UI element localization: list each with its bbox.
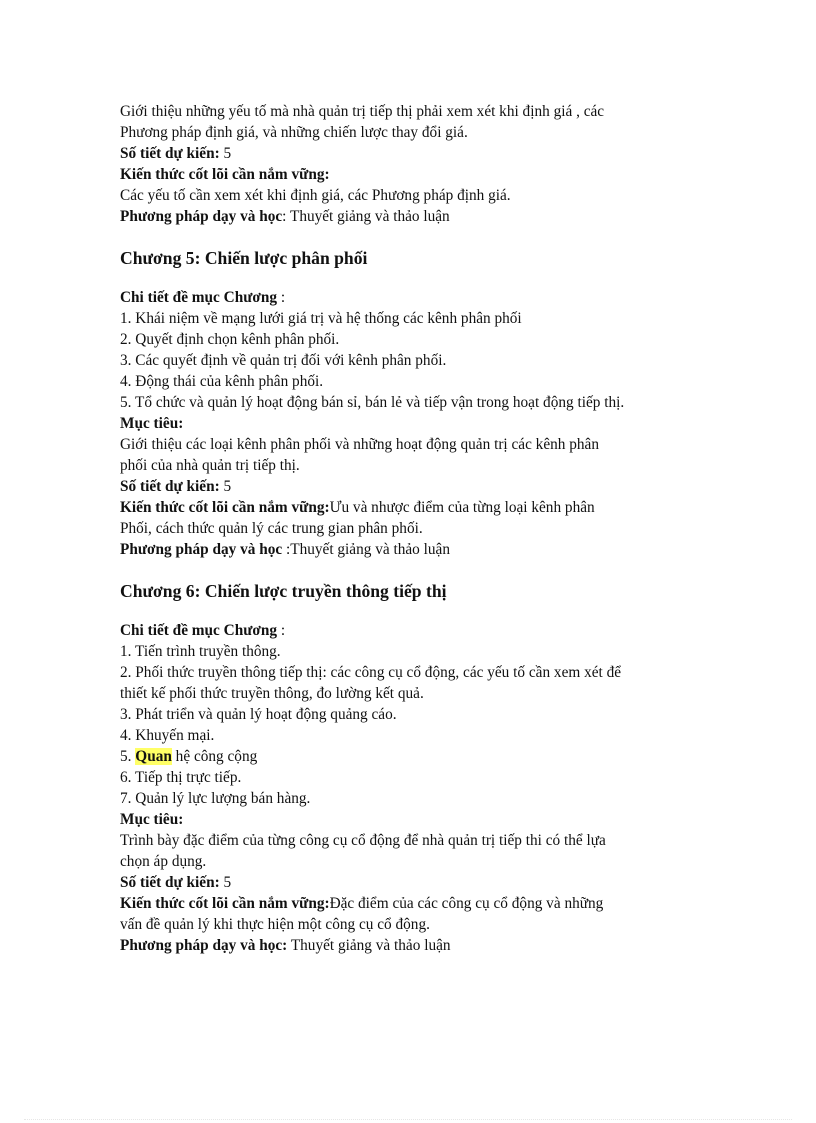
core-knowledge-row <box>120 497 720 518</box>
chapter-4-section <box>120 101 720 227</box>
chapter-5-title: Chương 5: Chiến lược phân phối <box>120 248 368 268</box>
method-label: Phương pháp dạy và học <box>120 208 283 225</box>
hours-value: 5 <box>219 478 232 495</box>
core-knowledge-label: Kiến thức cốt lõi cần nắm vững: <box>120 895 330 912</box>
list-item: 5. Tổ chức và quản lý hoạt động bán sỉ, bán lẻ và tiếp vận trong hoạt động tiếp thị. <box>120 394 625 411</box>
page-bottom-divider <box>24 1119 792 1120</box>
core-knowledge-text-cont: vấn đề quản lý khi thực hiện một công cụ cổ động. <box>120 916 430 933</box>
method-text: : Thuyết giảng và thảo luận <box>282 208 450 225</box>
objective-text-line: Trình bày đặc điểm của từng công cụ cổ động để nhà quản trị tiếp thi có thể lựa <box>120 832 606 849</box>
hours-label: Số tiết dự kiến: <box>120 874 220 891</box>
method-text: :Thuyết giảng và thảo luận <box>282 541 450 558</box>
list-item: 3. Phát triển và quản lý hoạt động quảng cáo. <box>120 706 397 723</box>
list-item: 1. Tiến trình truyền thông. <box>120 643 281 660</box>
objective-text-line: Phương pháp định giá, và những chiến lược thay đổi giá. <box>120 124 468 141</box>
hours-row <box>120 143 720 164</box>
core-knowledge-text: Ưu và nhược điểm của từng loại kênh phân <box>329 499 595 516</box>
list-item: 4. Động thái của kênh phân phối. <box>120 373 324 390</box>
core-knowledge-text: Đặc điểm của các công cụ cổ động và những <box>329 895 604 912</box>
method-row <box>120 935 720 956</box>
list-item-rest: hệ công cộng <box>171 748 258 765</box>
list-item-cont: thiết kế phối thức truyền thông, đo lường kết quả. <box>120 685 424 702</box>
list-item: 3. Các quyết định về quản trị đối với kênh phân phối. <box>120 352 447 369</box>
method-row <box>120 206 720 227</box>
hours-value: 5 <box>219 874 232 891</box>
objective-label: Mục tiêu: <box>120 811 184 828</box>
detail-heading-suffix: : <box>277 622 286 639</box>
objective-text-line: phối của nhà quản trị tiếp thị. <box>120 457 300 474</box>
hours-value: 5 <box>219 145 232 162</box>
detail-heading: Chi tiết đề mục Chương <box>120 622 278 639</box>
list-item: 2. Phối thức truyền thông tiếp thị: các công cụ cổ động, các yếu tố cần xem xét để <box>120 664 622 681</box>
chapter-6-title: Chương 6: Chiến lược truyền thông tiếp thị <box>120 581 447 601</box>
method-text: Thuyết giảng và thảo luận <box>287 937 451 954</box>
method-label: Phương pháp dạy và học <box>120 541 283 558</box>
core-knowledge-label: Kiến thức cốt lõi cần nắm vững: <box>120 499 330 516</box>
list-item <box>120 746 720 767</box>
objective-text-line: Giới thiệu những yếu tố mà nhà quản trị tiếp thị phải xem xét khi định giá , các <box>120 103 605 120</box>
list-item: 7. Quản lý lực lượng bán hàng. <box>120 790 311 807</box>
hours-row <box>120 476 720 497</box>
hours-row <box>120 872 720 893</box>
hours-label: Số tiết dự kiến: <box>120 478 220 495</box>
highlighted-word: Quan <box>135 748 172 765</box>
method-row <box>120 539 720 560</box>
detail-heading: Chi tiết đề mục Chương <box>120 289 278 306</box>
objective-text-line: Giới thiệu các loại kênh phân phối và những hoạt động quản trị các kênh phân <box>120 436 599 453</box>
chapter-6-section <box>120 579 720 956</box>
document-page <box>120 101 720 956</box>
detail-heading-row <box>120 287 720 308</box>
detail-heading-suffix: : <box>277 289 286 306</box>
list-item: 4. Khuyến mại. <box>120 727 215 744</box>
list-item: 1. Khái niệm về mạng lưới giá trị và hệ thống các kênh phân phối <box>120 310 522 327</box>
core-knowledge-text-cont: Phối, cách thức quản lý các trung gian phân phối. <box>120 520 423 537</box>
objective-text-line: chọn áp dụng. <box>120 853 207 870</box>
core-knowledge-row <box>120 893 720 914</box>
objective-label: Mục tiêu: <box>120 415 184 432</box>
method-label: Phương pháp dạy và học: <box>120 937 288 954</box>
list-item-number: 5. <box>120 748 136 765</box>
core-knowledge-text: Các yếu tố cần xem xét khi định giá, các Phương pháp định giá. <box>120 187 511 204</box>
core-knowledge-label: Kiến thức cốt lõi cần nắm vững: <box>120 166 330 183</box>
list-item: 2. Quyết định chọn kênh phân phối. <box>120 331 340 348</box>
chapter-5-section <box>120 246 720 560</box>
list-item: 6. Tiếp thị trực tiếp. <box>120 769 242 786</box>
hours-label: Số tiết dự kiến: <box>120 145 220 162</box>
detail-heading-row <box>120 620 720 641</box>
